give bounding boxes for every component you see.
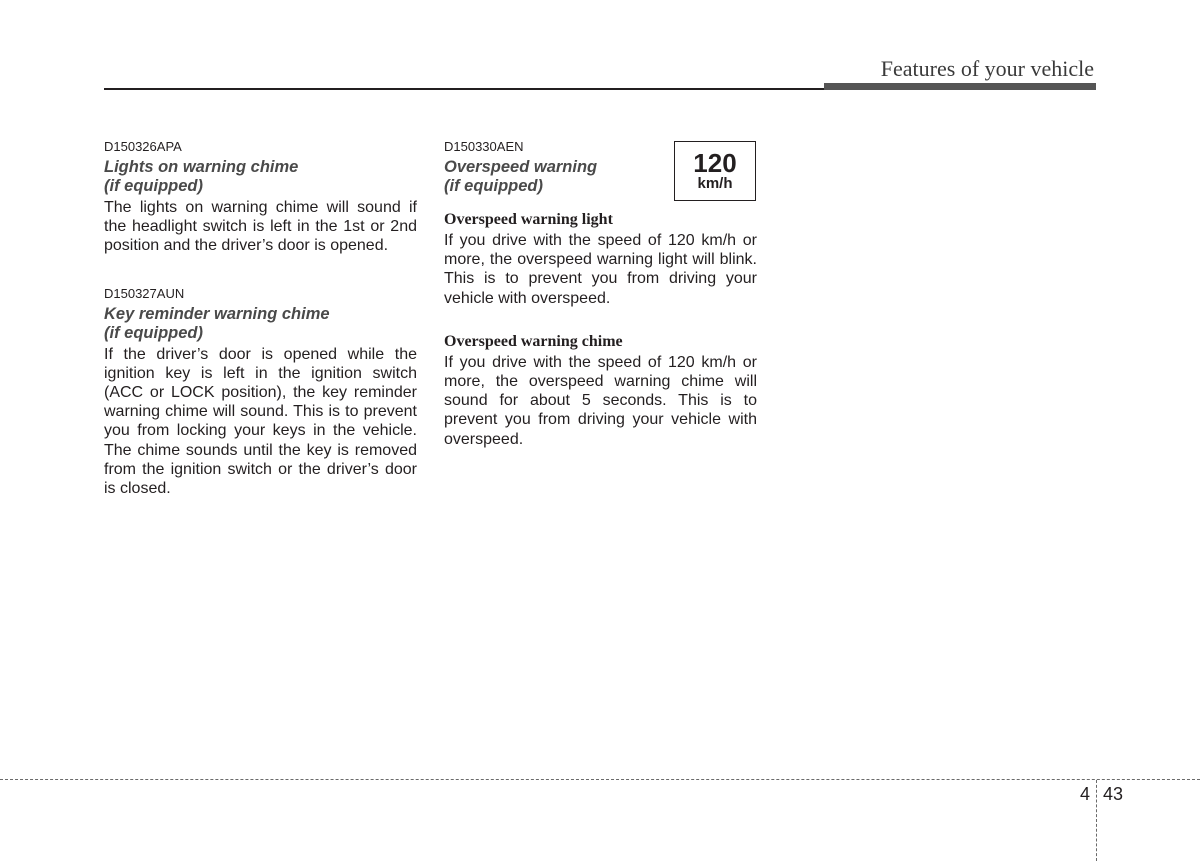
page-number: 43 (1103, 784, 1124, 804)
subsection-body: If you drive with the speed of 120 km/h or more, the overspeed warning chime will sound for about 5 seconds. This is to prevent you from driving your vehicle with overspeed. (444, 353, 757, 448)
left-column (104, 138, 417, 498)
chapter-number: 4 (1080, 784, 1091, 804)
header-accent-bar (824, 83, 1096, 90)
speed-value: 120 (693, 148, 737, 178)
section-code: D150327AUN (104, 285, 185, 301)
subsection-title: Overspeed warning light (444, 211, 613, 228)
spacer (104, 256, 417, 285)
section-lights-on-chime (104, 138, 417, 256)
subsection-body: If you drive with the speed of 120 km/h or more, the overspeed warning light will blink. This is to prevent you from driving your vehicle with overspeed. (444, 232, 757, 307)
page-header-title: Features of your vehicle (880, 56, 1094, 81)
speed-unit: km/h (697, 175, 733, 192)
overspeed-indicator-icon (674, 141, 756, 201)
section-code: D150330AEN (444, 139, 524, 154)
section-heading-note: (if equipped) (444, 177, 543, 195)
section-body: If the driver’s door is opened while the ignition key is left in the ignition switch (ACC or LOCK position), the key reminder warning chime will sound. This is to prevent you from locking your keys in the vehicle. The chime sounds until the key is removed from the ignition switch or the driver’s door is closed. (104, 345, 417, 498)
section-code: D150326APA (104, 139, 182, 154)
section-heading-note: (if equipped) (104, 177, 203, 195)
section-key-reminder-chime (104, 285, 417, 499)
section-heading: Overspeed warning (444, 158, 598, 176)
section-heading-note: (if equipped) (104, 323, 203, 342)
footer-divider (1096, 780, 1097, 861)
footer-rule (0, 779, 1200, 780)
header-rule (104, 88, 826, 90)
section-heading: Key reminder warning chime (104, 304, 330, 323)
subsection-title: Overspeed warning chime (444, 332, 623, 350)
spacer (444, 308, 757, 332)
section-heading: Lights on warning chime (104, 158, 299, 176)
section-body: The lights on warning chime will sound if the headlight switch is left in the 1st or 2nd position and the driver’s door is opened. (104, 199, 417, 255)
